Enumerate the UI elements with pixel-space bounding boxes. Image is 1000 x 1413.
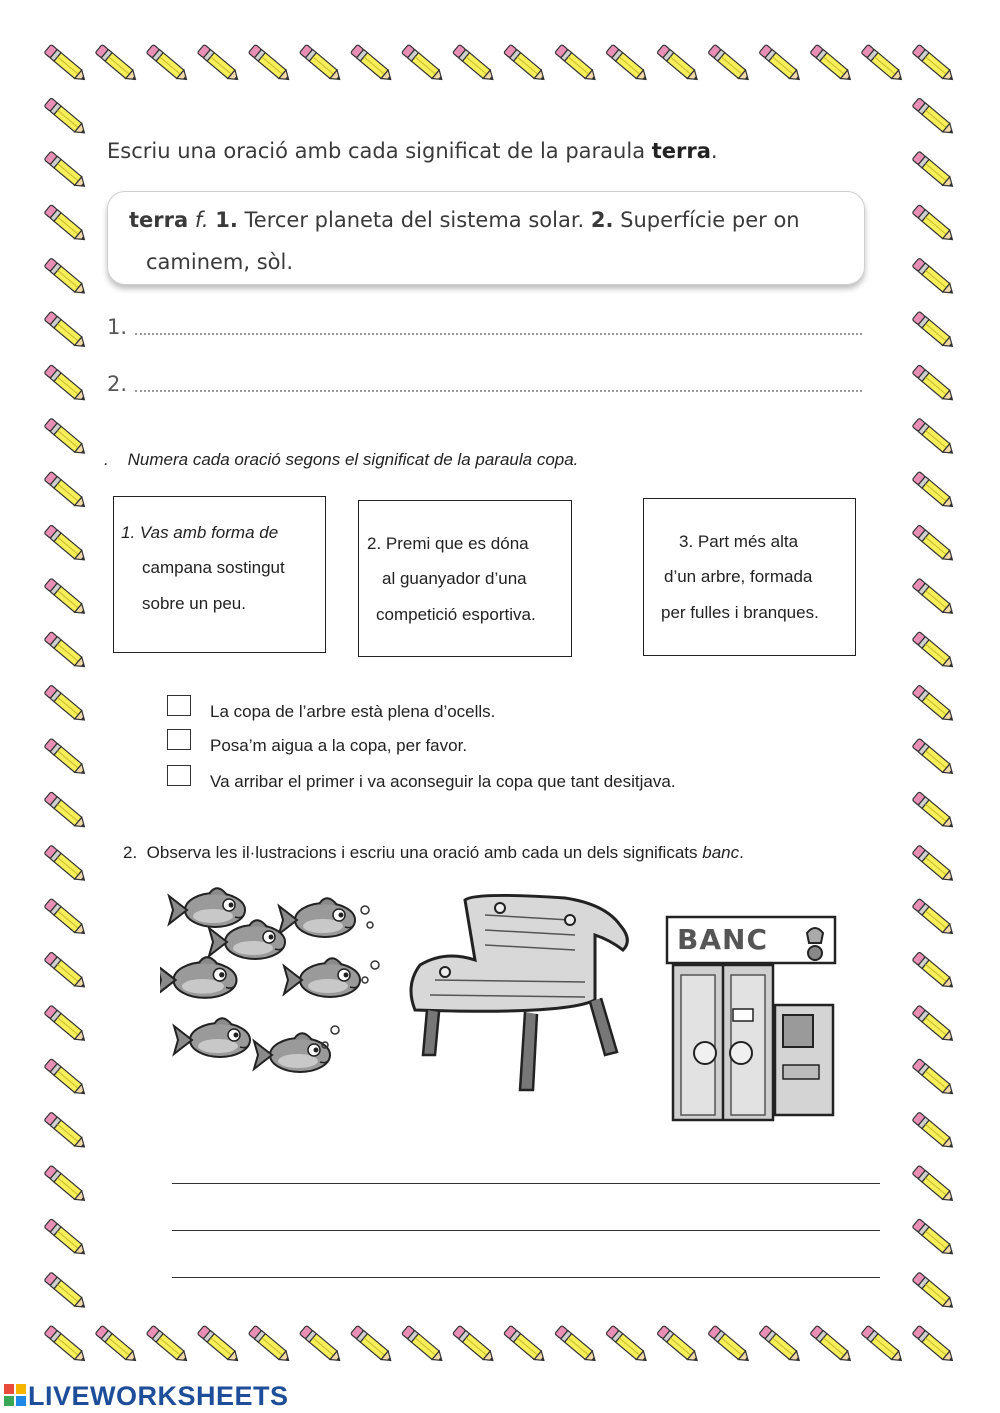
pencil-icon	[606, 44, 650, 83]
meaning-box-3	[643, 498, 856, 656]
pencil-icon	[44, 1005, 88, 1044]
pencil-icon	[350, 1325, 394, 1364]
pencil-icon	[44, 738, 88, 777]
pencil-icon	[350, 44, 394, 83]
pencil-icon	[606, 1325, 650, 1364]
pencil-icon	[248, 1325, 292, 1364]
pencil-icon	[299, 44, 343, 83]
pencil-icon	[44, 151, 88, 190]
pencil-icon	[912, 738, 956, 777]
pencil-icon	[912, 1219, 956, 1258]
pencil-icon	[912, 204, 956, 243]
pencil-icon	[555, 1325, 599, 1364]
pencil-icon	[912, 578, 956, 617]
pencil-icon	[95, 1325, 139, 1364]
pencil-icon	[912, 44, 956, 83]
pencil-icon	[912, 151, 956, 190]
pencil-icon	[44, 1325, 88, 1364]
pencil-icon	[912, 1165, 956, 1204]
pencil-icon	[912, 952, 956, 991]
definition-line-1: terra f. 1. Tercer planeta del sistema solar. 2. Superfície per on	[129, 208, 800, 232]
pencil-icon	[810, 44, 854, 83]
writing-line-3[interactable]	[172, 1277, 880, 1278]
pencil-icon	[453, 44, 497, 83]
writing-line-1[interactable]	[172, 1183, 880, 1184]
pencil-icon	[759, 44, 803, 83]
pencil-icon	[861, 44, 905, 83]
sentence-2: Posa’m aigua a la copa, per favor.	[210, 736, 468, 755]
answer-2-line[interactable]	[135, 390, 862, 392]
pencil-icon	[44, 952, 88, 991]
pencil-icon	[912, 471, 956, 510]
pencil-icon	[44, 311, 88, 350]
meaning-2-line-1: 2. Premi que es dóna	[367, 534, 529, 553]
pencil-icon	[708, 1325, 752, 1364]
pencil-icon	[299, 1325, 343, 1364]
pencil-icon	[555, 44, 599, 83]
copa-instruction: . Numera cada oració segons el significat de la paraula copa.	[104, 450, 579, 469]
pencil-icon	[44, 1112, 88, 1151]
sentence-3-checkbox[interactable]	[167, 765, 191, 786]
pencil-icon	[504, 1325, 548, 1364]
pencil-icon	[657, 44, 701, 83]
pencil-icon	[248, 44, 292, 83]
meaning-box-1	[113, 496, 326, 653]
pencil-icon	[44, 418, 88, 457]
pencil-icon	[912, 525, 956, 564]
pencil-icon	[657, 1325, 701, 1364]
pencil-icon	[912, 1112, 956, 1151]
definition-line-2: caminem, sòl.	[146, 250, 294, 274]
pencil-icon	[95, 44, 139, 83]
pencil-icon	[44, 845, 88, 884]
pencil-icon	[44, 1219, 88, 1258]
pencil-icon	[44, 578, 88, 617]
answer-2-label: 2.	[107, 372, 128, 396]
meaning-2-line-3: competició esportiva.	[376, 605, 536, 624]
liveworksheets-logo[interactable]: LIVEWORKSHEETS	[28, 1381, 289, 1411]
pencil-icon	[44, 1165, 88, 1204]
answer-1-line[interactable]	[135, 333, 862, 335]
pencil-icon	[912, 845, 956, 884]
pencil-icon	[44, 898, 88, 937]
pencil-icon	[44, 365, 88, 404]
pencil-icon	[44, 631, 88, 670]
pencil-icon	[912, 258, 956, 297]
meaning-3-line-3: per fulles i branques.	[661, 603, 819, 622]
meaning-3-line-2: d’un arbre, formada	[664, 567, 813, 586]
pencil-icon	[912, 98, 956, 137]
pencil-icon	[504, 44, 548, 83]
pencil-icon	[44, 204, 88, 243]
pencil-icon	[44, 685, 88, 724]
pencil-icon	[912, 365, 956, 404]
fish-school-illustration	[160, 880, 385, 1100]
pencil-icon	[44, 525, 88, 564]
meaning-1-line-3: sobre un peu.	[142, 594, 246, 613]
pencil-icon	[453, 1325, 497, 1364]
pencil-icon	[44, 471, 88, 510]
meaning-3-line-1: 3. Part més alta	[679, 532, 799, 551]
meaning-2-line-2: al guanyador d’una	[382, 569, 527, 588]
pencil-icon	[912, 631, 956, 670]
pencil-icon	[44, 1058, 88, 1097]
pencil-icon	[912, 898, 956, 937]
sentence-3: Va arribar el primer i va aconseguir la copa que tant desitjava.	[210, 772, 676, 791]
pencil-icon	[759, 1325, 803, 1364]
pencil-icon	[912, 792, 956, 831]
pencil-icon	[146, 1325, 190, 1364]
pencil-icon	[44, 258, 88, 297]
pencil-icon	[912, 1272, 956, 1311]
pencil-icon	[912, 418, 956, 457]
pencil-icon	[44, 44, 88, 83]
pencil-icon	[912, 1325, 956, 1364]
meaning-1-line-1: 1. Vas amb forma de	[121, 523, 279, 542]
pencil-icon	[44, 98, 88, 137]
pencil-icon	[197, 44, 241, 83]
pencil-icon	[44, 792, 88, 831]
writing-line-2[interactable]	[172, 1230, 880, 1231]
sentence-1: La copa de l’arbre està plena d’ocells.	[210, 702, 496, 721]
bank-illustration	[665, 915, 837, 1123]
pencil-icon	[401, 1325, 445, 1364]
sentence-1-checkbox[interactable]	[167, 695, 191, 716]
pencil-icon	[197, 1325, 241, 1364]
pencil-icon	[861, 1325, 905, 1364]
pencil-icon	[912, 1005, 956, 1044]
bank-sign: BANC	[677, 923, 768, 956]
pencil-icon	[912, 1058, 956, 1097]
pencil-icon	[44, 1272, 88, 1311]
pencil-icon	[146, 44, 190, 83]
terra-instruction: Escriu una oració amb cada significat de la paraula terra.	[107, 139, 718, 163]
meaning-1-line-2: campana sostingut	[142, 558, 285, 577]
sentence-2-checkbox[interactable]	[167, 729, 191, 750]
pencil-icon	[912, 685, 956, 724]
bench-illustration	[405, 890, 635, 1095]
meaning-box-2	[358, 500, 572, 657]
pencil-icon	[912, 311, 956, 350]
pencil-icon	[810, 1325, 854, 1364]
banc-instruction: 2. Observa les il·lustracions i escriu una oració amb cada un dels significats banc.	[123, 843, 744, 862]
pencil-icon	[401, 44, 445, 83]
answer-1-label: 1.	[107, 315, 128, 339]
liveworksheets-logo-mark	[4, 1384, 26, 1406]
pencil-icon	[708, 44, 752, 83]
